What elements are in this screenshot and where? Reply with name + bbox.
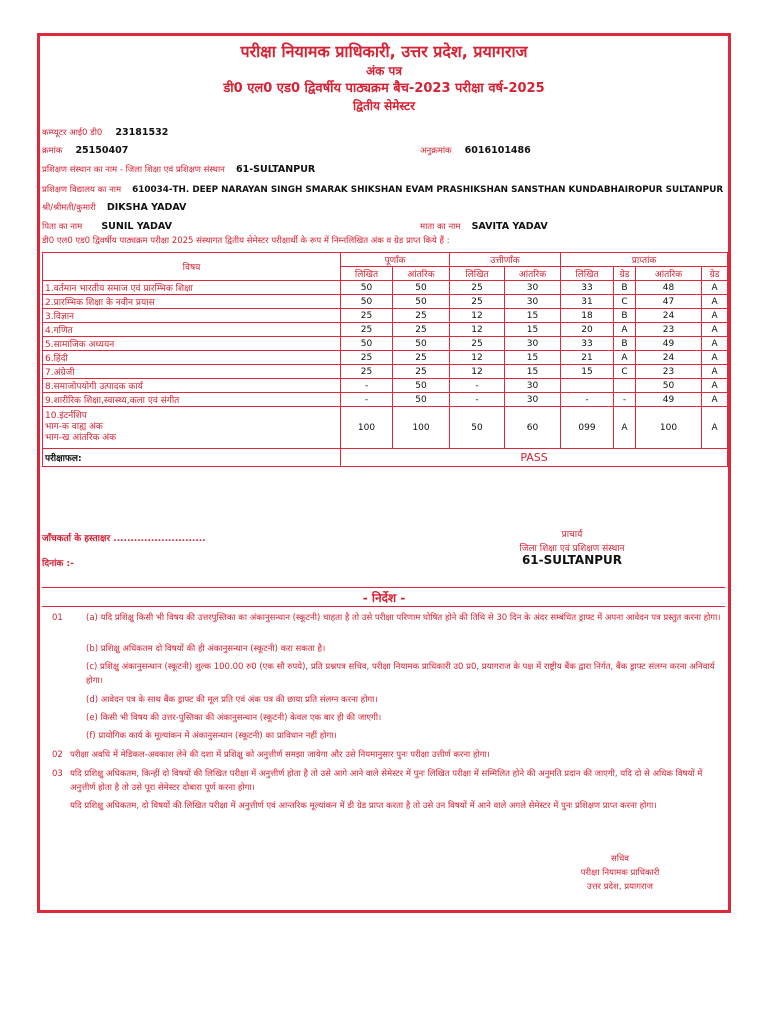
institute-name: 61-SULTANPUR: [235, 164, 316, 175]
marks-cell: [561, 379, 614, 393]
marks-cell: 50: [341, 281, 393, 295]
principal-place: 61-SULTANPUR: [521, 553, 623, 567]
marks-cell: 20: [561, 323, 614, 337]
marks-cell: 23: [636, 365, 702, 379]
subject-row: [43, 281, 728, 295]
instruction-01f: (f) प्रायोगिक कार्य के मूल्यांकन में अंकानुसन्धान (स्कूटनी) का प्राविधान नहीं होगा।: [86, 731, 337, 741]
marks-cell: 21: [561, 351, 614, 365]
college-name: 610034-TH. DEEP NARAYAN SINGH SMARAK SHIKSHAN EVAM PRASHIKSHAN SANSTHAN KUNDABHAIROPUR SULTANPUR: [132, 185, 724, 195]
principal-title: प्राचार्य: [561, 530, 583, 540]
subject-name: 5.सामाजिक अध्ययन: [43, 337, 341, 351]
instruction-03a: यदि प्रशिक्षु अधिकतम, किन्हीं दो विषयों की लिखित परीक्षा में अनुत्तीर्ण होता है तो उसे आगे आने वाले सेमेस्टर में पुनः लिखित परीक्षा में सम्मिलित होने की अनुमति प्रदान की जाएगी, यदि दो से अधिक विषयों में अनुत्तीर्ण होता है तो उसे पूरा सेमेस्टर दोबारा पूर्ण करना होगा।: [70, 769, 703, 793]
marks-cell: 30: [505, 295, 561, 309]
marks-cell: 30: [505, 393, 561, 407]
subject-name: 1.वर्तमान भारतीय समाज एवं प्रारम्भिक शिक्षा: [43, 281, 341, 295]
subject-name: 9.शारीरिक शिक्षा,स्वास्थ्य,कला एवं संगीत: [43, 393, 341, 407]
marks-cell: C: [614, 365, 636, 379]
marks-cell: A: [614, 351, 636, 365]
subject-row: [43, 351, 728, 365]
marks-cell: A: [702, 309, 728, 323]
marks-cell: 12: [450, 323, 505, 337]
student-name-row: श्री/श्रीमती/कुमारी DIKSHA YADAV: [42, 202, 187, 213]
subject-row: [43, 323, 728, 337]
obtained-marks-header: प्राप्तांक: [561, 253, 728, 267]
instructions-title: - निर्देश -: [362, 591, 406, 605]
marks-cell: 15: [505, 323, 561, 337]
subject-row: [43, 365, 728, 379]
col-written: लिखित: [561, 267, 614, 281]
computer-id: 23181532: [115, 127, 169, 138]
computer-id-row: कम्प्यूटर आई0 डी0 23181532: [42, 127, 169, 138]
serial-number: 25150407: [75, 145, 129, 156]
marks-cell: 50: [393, 379, 450, 393]
instruction-03b: यदि प्रशिक्षु अधिकतम, दो विषयों की लिखित परीक्षा में अनुत्तीर्ण एवं आन्तरिक मूल्यांकन में डी ग्रेड प्राप्त करता है तो उसे उन विषयों में आने वाले अगले सेमेस्टर में पुनः प्रशिक्षण प्राप्त करना होगा।: [70, 801, 657, 811]
course-title: डी0 एल0 एड0 द्विवर्षीय पाठ्यक्रम बैच-2023 परीक्षा वर्ष-2025: [223, 81, 545, 96]
marks-cell: A: [702, 323, 728, 337]
marks-cell: 25: [341, 351, 393, 365]
marks-cell: 25: [393, 351, 450, 365]
authority-title: परीक्षा नियामक प्राधिकारी, उत्तर प्रदेश, प्रयागराज: [240, 42, 528, 61]
result-value: PASS: [341, 449, 728, 467]
subject-name: 2.प्रारम्भिक शिक्षा के नवीन प्रयास: [43, 295, 341, 309]
marks-cell: 25: [393, 323, 450, 337]
subject-row: [43, 337, 728, 351]
instruction-number: 03: [52, 769, 63, 779]
marks-cell: 18: [561, 309, 614, 323]
principal-institute: जिला शिक्षा एवं प्रशिक्षण संस्थान: [519, 544, 625, 554]
marks-cell: -: [450, 393, 505, 407]
marks-cell: 15: [505, 309, 561, 323]
marks-cell: 49: [636, 393, 702, 407]
marks-cell: 24: [636, 351, 702, 365]
marks-cell: 50: [341, 337, 393, 351]
marks-cell: 33: [561, 281, 614, 295]
marks-cell: A: [702, 393, 728, 407]
marks-cell: 25: [341, 323, 393, 337]
marks-cell: A: [702, 281, 728, 295]
marks-cell: A: [702, 337, 728, 351]
marks-cell: A: [614, 323, 636, 337]
marks-cell: -: [341, 379, 393, 393]
marks-cell: -: [614, 393, 636, 407]
institute-row: प्रशिक्षण संस्थान का नाम - जिला शिक्षा एवं प्रशिक्षण संस्थान 61-SULTANPUR: [42, 164, 316, 175]
instruction-number: 01: [52, 613, 63, 623]
marks-cell: 12: [450, 309, 505, 323]
marks-cell: 49: [636, 337, 702, 351]
marks-cell: 25: [341, 365, 393, 379]
serial-row: क्रमांक 25150407: [42, 145, 129, 156]
subject-row: [43, 393, 728, 407]
marks-cell: 50: [636, 379, 702, 393]
marks-cell: A: [702, 295, 728, 309]
instructions-top-rule: [42, 587, 725, 588]
marks-cell: 30: [505, 337, 561, 351]
subject-name: 8.समाजोपयोगी उत्पादक कार्य: [43, 379, 341, 393]
secretary-title: सचिव: [610, 854, 630, 864]
marks-cell: 25: [393, 365, 450, 379]
subject-name: 4.गणित: [43, 323, 341, 337]
marks-cell: A: [702, 379, 728, 393]
col-internal: आंतरिक: [393, 267, 450, 281]
pass-marks-header: उत्तीर्णांक: [450, 253, 561, 267]
marks-cell: 12: [450, 365, 505, 379]
roll-number: 6016101486: [464, 145, 531, 156]
subject-name: 6.हिंदी: [43, 351, 341, 365]
marks-body: [43, 281, 728, 407]
marks-cell: 25: [393, 309, 450, 323]
father-name: SUNIL YADAV: [101, 221, 172, 232]
marks-cell: 25: [450, 295, 505, 309]
subject-name: 7.अंग्रेजी: [43, 365, 341, 379]
marks-cell: -: [450, 379, 505, 393]
statement: डी0 एल0 एड0 द्विवर्षीय पाठ्यक्रम परीक्षा 2025 संस्थागत द्वितीय सेमेस्टर परीक्षार्थी के रूप में निम्नलिखित अंक व ग्रेड प्राप्त किये हैं :: [42, 236, 450, 246]
instruction-01c: (c) प्रशिक्षु अंकानुसन्धान (स्कूटनी) शुल्क 100.00 रु0 (एक सौ रुपये), प्रति प्रश्नपत्र सचिव, परीक्षा नियामक प्राधिकारी उ0 प्र0, प्रयागराज के पक्ष में राष्ट्रीय बैंक द्वारा निर्गत, बैंक ड्राफ्ट संलग्न करना अनिवार्य होगा।: [86, 662, 715, 686]
marks-cell: 30: [505, 281, 561, 295]
marks-cell: [614, 379, 636, 393]
instructions-bottom-rule: [42, 606, 725, 607]
marks-cell: 31: [561, 295, 614, 309]
subject-row: [43, 379, 728, 393]
col-grade: ग्रेड: [702, 267, 728, 281]
marks-cell: 15: [505, 365, 561, 379]
marks-cell: 25: [450, 281, 505, 295]
marks-cell: 47: [636, 295, 702, 309]
marks-cell: 25: [341, 309, 393, 323]
secretary-line2: उत्तर प्रदेश, प्रयागराज: [587, 882, 653, 892]
marks-cell: A: [702, 351, 728, 365]
marks-cell: B: [614, 309, 636, 323]
subject-row: [43, 295, 728, 309]
mother-name: SAVITA YADAV: [471, 221, 548, 232]
instruction-01a: (a) यदि प्रशिक्षु किसी भी विषय की उत्तरपुस्तिका का अंकानुसन्धान (स्कूटनी) चाहता है तो उसे परीक्षा परिणाम घोषित होने की तिथि से 30 दिन के अंदर सम्बंधित ड्राफ्ट में अपना आवेदन पत्र प्रस्तुत करना होगा।: [86, 613, 721, 623]
marks-cell: 25: [450, 337, 505, 351]
col-internal: आंतरिक: [505, 267, 561, 281]
marks-cell: 33: [561, 337, 614, 351]
checker-signature: जाँचकर्ता के हस्ताक्षर ...........................: [42, 534, 206, 544]
instruction-number: 02: [52, 750, 63, 760]
internship-row: 10.इंटर्नशिप भाग-क वाह्य अंक भाग-ख आंतरिक अंक 100 100 50 60 099 A 100 A: [43, 407, 728, 449]
marks-cell: -: [561, 393, 614, 407]
marks-cell: 23: [636, 323, 702, 337]
marks-cell: 15: [505, 351, 561, 365]
marks-cell: 50: [393, 281, 450, 295]
student-name: DIKSHA YADAV: [106, 202, 187, 213]
roll-row: अनुक्रमांक 6016101486: [420, 145, 531, 156]
marks-cell: 30: [505, 379, 561, 393]
col-written: लिखित: [341, 267, 393, 281]
marks-cell: A: [702, 365, 728, 379]
marks-cell: 50: [393, 393, 450, 407]
secretary-line1: परीक्षा नियामक प्राधिकारी: [580, 868, 660, 878]
instruction-01d: (d) आवेदन पत्र के साथ बैंक ड्राफ्ट की मूल प्रति एवं अंक पत्र की छाया प्रति संलग्न करना होगा।: [86, 695, 378, 705]
doc-type: अंक पत्र: [365, 64, 402, 78]
semester-title: द्वितीय सेमेस्टर: [352, 99, 415, 113]
marks-table: [42, 252, 728, 467]
mother-row: माता का नाम SAVITA YADAV: [420, 221, 548, 232]
marks-cell: 50: [393, 337, 450, 351]
date-label: दिनांक :-: [42, 559, 74, 569]
college-row: प्रशिक्षण विद्यालय का नाम 610034-TH. DEEP NARAYAN SINGH SMARAK SHIKSHAN EVAM PRASHIKSHAN SANSTHAN KUNDABHAIROPUR SULTANPUR: [42, 185, 724, 195]
result-row: [43, 449, 728, 467]
marks-cell: 15: [561, 365, 614, 379]
marks-cell: 50: [393, 295, 450, 309]
marks-cell: 12: [450, 351, 505, 365]
full-marks-header: पूर्णांक: [341, 253, 450, 267]
marks-cell: 24: [636, 309, 702, 323]
marks-cell: C: [614, 295, 636, 309]
instruction-01e: (e) किसी भी विषय की उत्तर-पुस्तिका की अंकानुसन्धान (स्कूटनी) केवल एक बार ही की जाएगी।: [86, 713, 382, 723]
col-grade: ग्रेड: [614, 267, 636, 281]
subject-header: विषय: [43, 253, 341, 281]
marks-cell: 50: [341, 295, 393, 309]
instruction-01b: (b) प्रशिक्षु अधिकतम दो विषयों की ही अंकानुसन्धान (स्कूटनी) करा सकता है।: [86, 644, 326, 654]
subject-row: [43, 309, 728, 323]
col-written: लिखित: [450, 267, 505, 281]
instruction-02: परीक्षा अवधि में मेडिकल-अवकाश लेने की दशा में प्रशिक्षु को अनुत्तीर्ण समझा जायेगा और उसे नियमानुसार पुनः परीक्षा उत्तीर्ण करना होगा।: [70, 750, 490, 760]
marks-cell: 48: [636, 281, 702, 295]
marks-cell: B: [614, 281, 636, 295]
subject-name: 3.विज्ञान: [43, 309, 341, 323]
marks-cell: -: [341, 393, 393, 407]
result-label: परीक्षाफल:: [43, 449, 341, 467]
father-row: पिता का नाम SUNIL YADAV: [42, 221, 172, 232]
col-internal: आंतरिक: [636, 267, 702, 281]
marks-cell: B: [614, 337, 636, 351]
